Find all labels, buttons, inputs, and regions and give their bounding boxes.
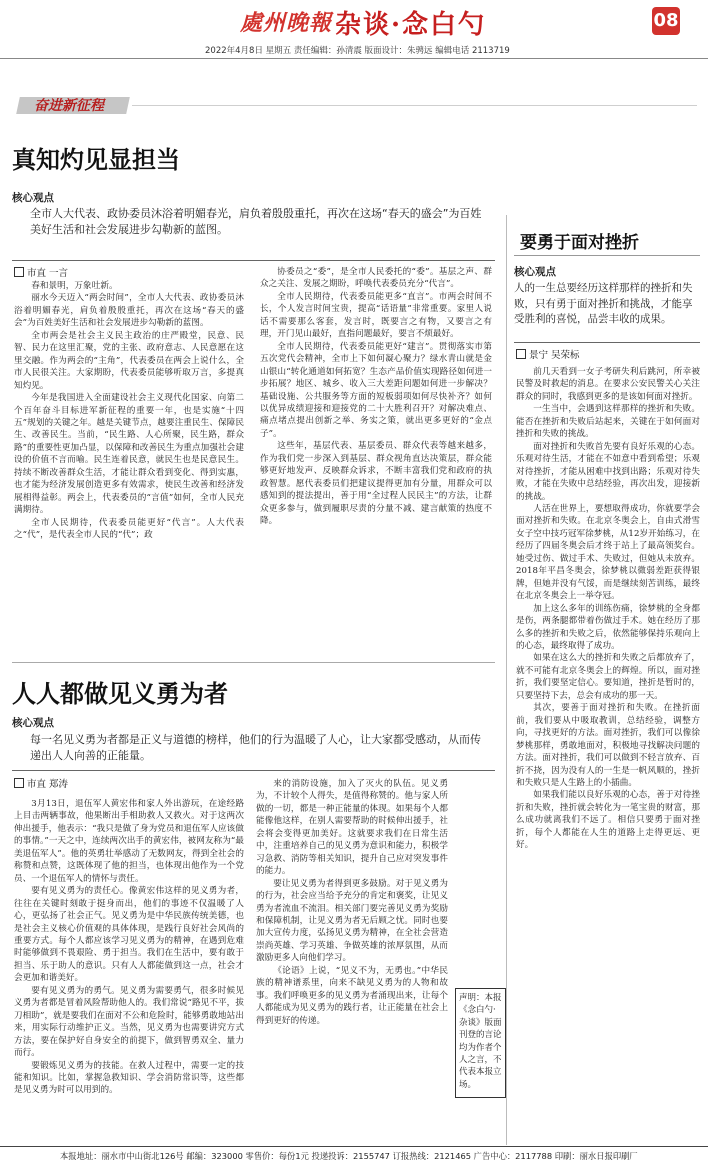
article1-column-2 (260, 266, 492, 626)
paragraph: 人活在世界上，要想取得成功，你就要学会面对挫折和失败。在北京冬奥会上，自由式滑雪女子空中技巧冠军徐梦桃，从12岁开始练习，在经历了四届冬奥会后才终于站上了最高领奖台。她受过伤、做过手术、失败过，但她从未放弃。2018年平昌冬奥会，徐梦桃以微弱差距获得银牌，但她并没有气馁，而是继续刻苦训练，最终在北京冬奥会上一举夺冠。 (516, 503, 700, 602)
paragraph: 要有见义勇为的责任心。像黄宏伟这样的见义勇为者，往往在关键时刻敢于挺身而出，他们的事迹不仅温暖了人心，更弘扬了社会正气。见义勇为是中华民族传统美德，也是社会主义核心价值观的具体体现，是践行良好社会风尚的重要方式。每个人都应该学习见义勇为的精神，在遇到危难时能够做到不畏艰险、勇于担当。我们在生活中，要有敢于担当、乐于助人的意识。只有人人都能做到这一点，社会才会更加和谐美好。 (14, 886, 244, 984)
article1-column-1 (14, 280, 244, 655)
paragraph: 其次，要善于面对挫折和失败。在挫折面前，我们要从中吸取教训，总结经验，调整方向，寻找更好的方法。面对挫折，我们可以像徐梦桃那样，勇敢地面对，积极地寻找解决问题的方法。面对挫折，我们可以做到不轻言放弃、百折不挠，因为没有人的一生是一帆风顺的，挫折和失败只是人生路上的小插曲。 (516, 703, 700, 788)
article2-core-text: 每一名见义勇为者都是正义与道德的榜样，他们的行为温暖了人心，让大家都受感动，从而传递出人人向善的正能量。 (30, 733, 481, 762)
byline-square-icon (516, 349, 526, 359)
article1-bottom-rule (12, 662, 495, 663)
masthead-divider (0, 58, 708, 59)
paragraph: 要让见义勇为者得到更多鼓励。对于见义勇为的行为，社会应当给予充分的肯定和褒奖，让见义勇为者流血不流泪。相关部门要完善见义勇为奖励和保障机制，让见义勇为者无后顾之忧。同时也要加大宣传力度，弘扬见义勇为精神，在全社会营造崇尚英雄、学习英雄、争做英雄的浓厚氛围，从而激励更多人向他们学习。 (256, 878, 448, 964)
article1-byline (14, 265, 68, 279)
paragraph: 要有见义勇为的勇气。见义勇为需要勇气，很多时候见义勇为者都是冒着风险帮助他人的。我们常说“路见不平，拔刀相助”，就是要我们在面对不公和危险时，能够勇敢地站出来，用实际行动维护正义。当然，见义勇为也需要讲究方式方法，要在保护好自身安全的前提下，做到智勇双全、量力而行。 (14, 985, 244, 1059)
column-banner (18, 93, 128, 117)
article3-body (516, 366, 700, 1142)
article1-core-text: 全市人大代表、政协委员沐浴着明媚春光，肩负着殷殷重托，再次在这场“春天的盛会”为百姓美好生活和社会发展进步勾勒新的蓝图。 (30, 207, 482, 236)
article3-top-rule (514, 342, 700, 343)
footer-info: 本报地址：丽水市中山街北126号 邮编：323000 零售价：每份1元 投递投诉：2155747 订报热线：2121465 广告中心：2117788 印刷：丽水日报印刷厂 (60, 1151, 638, 1161)
section-name: 杂谈·念白勺 (335, 10, 487, 40)
paragraph: 前几天看到一女子考研失利后跳河，所幸被民警及时救起的消息。在要求公安民警关心关注群众的同时，我感到更多的是该如何面对挫折。 (516, 367, 700, 402)
article2-column-1 (14, 798, 244, 1142)
paragraph: 一生当中，会遇到这样那样的挫折和失败。能否在挫折和失败后站起来，关键在于如何面对挫折和失败的挑战。 (516, 404, 700, 440)
article3-title-rule (514, 255, 700, 256)
banner-label: 奋进新征程 (34, 98, 104, 114)
paragraph: 今年是我国进入全面建设社会主义现代化国家、向第二个百年奋斗目标进军新征程的重要一年，也是实施“十四五”规划的关键之年。越是关键节点，越要注重民生、保障民生、改善民生。当前，“民生路、人心所聚，民生路，群众路”的重要性更加凸显，以保障和改善民生为重点加强社会建设的价值不言而喻。民生连着民意，就民生也是民意民生。持续不断改善群众生活，才能让群众看到变化、得到实惠，也才能为经济发展创造更多有效需求，使民生改善和经济发展相得益彰。两会上，代表委员的“言值”如何，全市人民充满期待。 (14, 393, 244, 516)
paragraph: 如果在这么大的挫折和失败之后都放弃了，就不可能有北京冬奥会上的辉煌。所以，面对挫折，我们要坚定信心。要知道，挫折是暂时的，只要坚持下去，总会有成功的那一天。 (516, 653, 700, 701)
paragraph: 全市人民期待，代表委员能更多“直言”。市两会时间不长，个人发言时间宝贵，提高“话语量”非常重要。家里人说话不需要那么客套，发言时，既要言之有物，又要言之有理，开门见山最好，直指问题最好，要言不烦最好。 (260, 291, 492, 340)
paragraph: 全市人民期待，代表委员能更好“代言”。人大代表之“代”，是代表全市人民的“代”；政 (14, 517, 244, 541)
article1-author: 市直 一言 (27, 268, 69, 279)
paragraph: 面对挫折和失败首先要有良好乐观的心态。乐观对待生活，才能在不如意中看到希望；乐观对待挫折，才能从困难中找到出路；乐观对待失败，才能在失败中总结经验，再次出发，迎接新的挑战。 (516, 441, 700, 502)
page-footer (0, 1146, 708, 1163)
edition-info-line: 2022年4月8日 星期五 责任编辑：孙清震 版面设计：朱骋远 编辑电话 2113719 (205, 46, 510, 56)
article2-headline: 人人都做见义勇为者 (12, 680, 228, 708)
paragraph: 丽水今天迈入“两会时间”，全市人大代表、政协委员沐浴着明媚春光，肩负着殷殷重托，再次在这场“春天的盛会”为百姓美好生活和社会发展进步勾勒新的蓝图。 (14, 293, 244, 329)
byline-square-icon (14, 267, 24, 277)
article3-author: 景宁 吴荣标 (529, 350, 580, 361)
article2-top-rule (12, 770, 495, 771)
paragraph: 《论语》上说，“见义不为，无勇也。”中华民族的精神谱系里，向来不缺见义勇为的人物和故事。我们呼唤更多的见义勇为者涌现出来，让每个人都能成为见义勇为的践行者，让正能量在社会上得到更好的传递。 (256, 965, 448, 1026)
paragraph: 加上这么多年的训练伤痛，徐梦桃的全身都是伤，两条腿都带着伤做过手术。她在经历了那么多的挫折和失败之后，依然能够保持乐观向上的心态，最终取得了成功。 (516, 603, 700, 651)
column-divider (506, 215, 507, 1145)
paragraph: 协委员之“委”，是全市人民委托的“委”。基层之声、群众之关注、发展之期盼，呼唤代表委员充分“代言”。 (260, 267, 492, 290)
paragraph: 这些年，基层代表、基层委员、群众代表等越来越多，作为我们党一步深入到基层、群众视角直达决策层，群众能够更好地发声、反映群众诉求，不断丰富我们党和政府的执政智慧。愿代表委员们把建议提得更加有分量，用群众可以感知到的提法提出，善于用“全过程人民民主”的方法，让群众更多参与，做到履职尽责的分量不减、建言献策的热度不降。 (260, 441, 492, 527)
banner-divider (132, 105, 697, 106)
byline-square-icon (14, 778, 24, 788)
page-number-badge: 08 (652, 7, 680, 35)
article3-byline (516, 347, 580, 361)
paragraph: 全市人民期待，代表委员能更好“建言”。贯彻落实市第五次党代会精神，全市上下如何凝心聚力？绿水青山就是金山银山“转化通道如何拓宽？生态产品价值实现路径如何进一步拓展？地区、城乡、收入三大差距问题如何进一步解决？基础设施、公共服务等方面的短板弱项如何尽快补齐？如何以优异成绩迎接和迎接党的二十大胜利召开？对解决难点、痛点堵点提出创新之举、务实之策，就出更多更好的“金点子”。 (260, 341, 492, 439)
paragraph: 如果我们能以良好乐观的心态，善于对待挫折和失败，挫折就会转化为一笔宝贵的财富，那么成功就离我们不远了。相信只要勇于面对挫折，每个人都能在人生的道路上走得更远、更好。 (516, 790, 700, 851)
article2-byline (14, 776, 68, 790)
article1-top-rule (12, 260, 495, 261)
article3-headline: 要勇于面对挫折 (520, 233, 639, 253)
disclaimer-box: 声明：本报《念白勺·杂谈》版面刊登的言论均为作者个人之言，不代表本报立场。 (455, 988, 506, 1098)
paper-name-logo: 處州晚報 (240, 10, 333, 36)
masthead (0, 0, 708, 44)
paragraph: 来的消防设施，加入了灭火的队伍。见义勇为，不计较个人得失，是值得称赞的。他与家人所做的一切，都是一种正能量的体现。如果每个人都能像他这样，在别人需要帮助的时候伸出援手，社会将会变得更加美好。这就要求我们在日常生活中，注重培养自己的见义勇为意识和能力，积极学习急救、消防等相关知识，提升自己应对突发事件的能力。 (256, 779, 448, 877)
paragraph: 3月13日，退伍军人黄宏伟和家人外出游玩，在途经路上目击两辆事故，他果断出手相助救人又救火。对于这两次伸出援手，他表示：“我只是做了身为党员和退伍军人应该做的事情。”一天之中，连续两次出手的黄宏伟，被网友称为“最美退伍军人”。他的英勇壮举感动了无数网友，得到全社会的称赞和点赞，这既体现了他的担当，也体现出他作为一个党员、一个退伍军人的情怀与责任。 (14, 799, 244, 884)
article2-core-label: 核心观点 (12, 717, 54, 729)
article1-core-label: 核心观点 (12, 192, 54, 204)
article2-author: 市直 郑涛 (27, 779, 69, 790)
article2-column-2 (256, 778, 448, 1142)
article3-core-text: 人的一生总要经历这样那样的挫折和失败，只有勇于面对挫折和挑战，才能享受胜利的喜悦，品尝丰收的成果。 (514, 282, 693, 325)
paragraph: 春和景明，万象吐新。 (31, 281, 118, 291)
article3-core-label: 核心观点 (514, 266, 556, 278)
article1-headline: 真知灼见显担当 (12, 146, 180, 174)
paragraph: 要锻炼见义勇为的技能。在救人过程中，需要一定的技能和知识。比如，掌握急救知识、学会消防常识等，这些都是见义勇为时可以用到的。 (14, 1060, 244, 1096)
paragraph: 全市两会是社会主义民主政治的庄严殿堂，民意、民智、民力在这里汇聚，党的主张、政府意志、人民意愿在这里交融。作为两会的“主角”，代表委员在两会上说什么，全市人民很关注。大家期盼，代表委员能够听取万言，多提真知灼见。 (14, 330, 244, 391)
